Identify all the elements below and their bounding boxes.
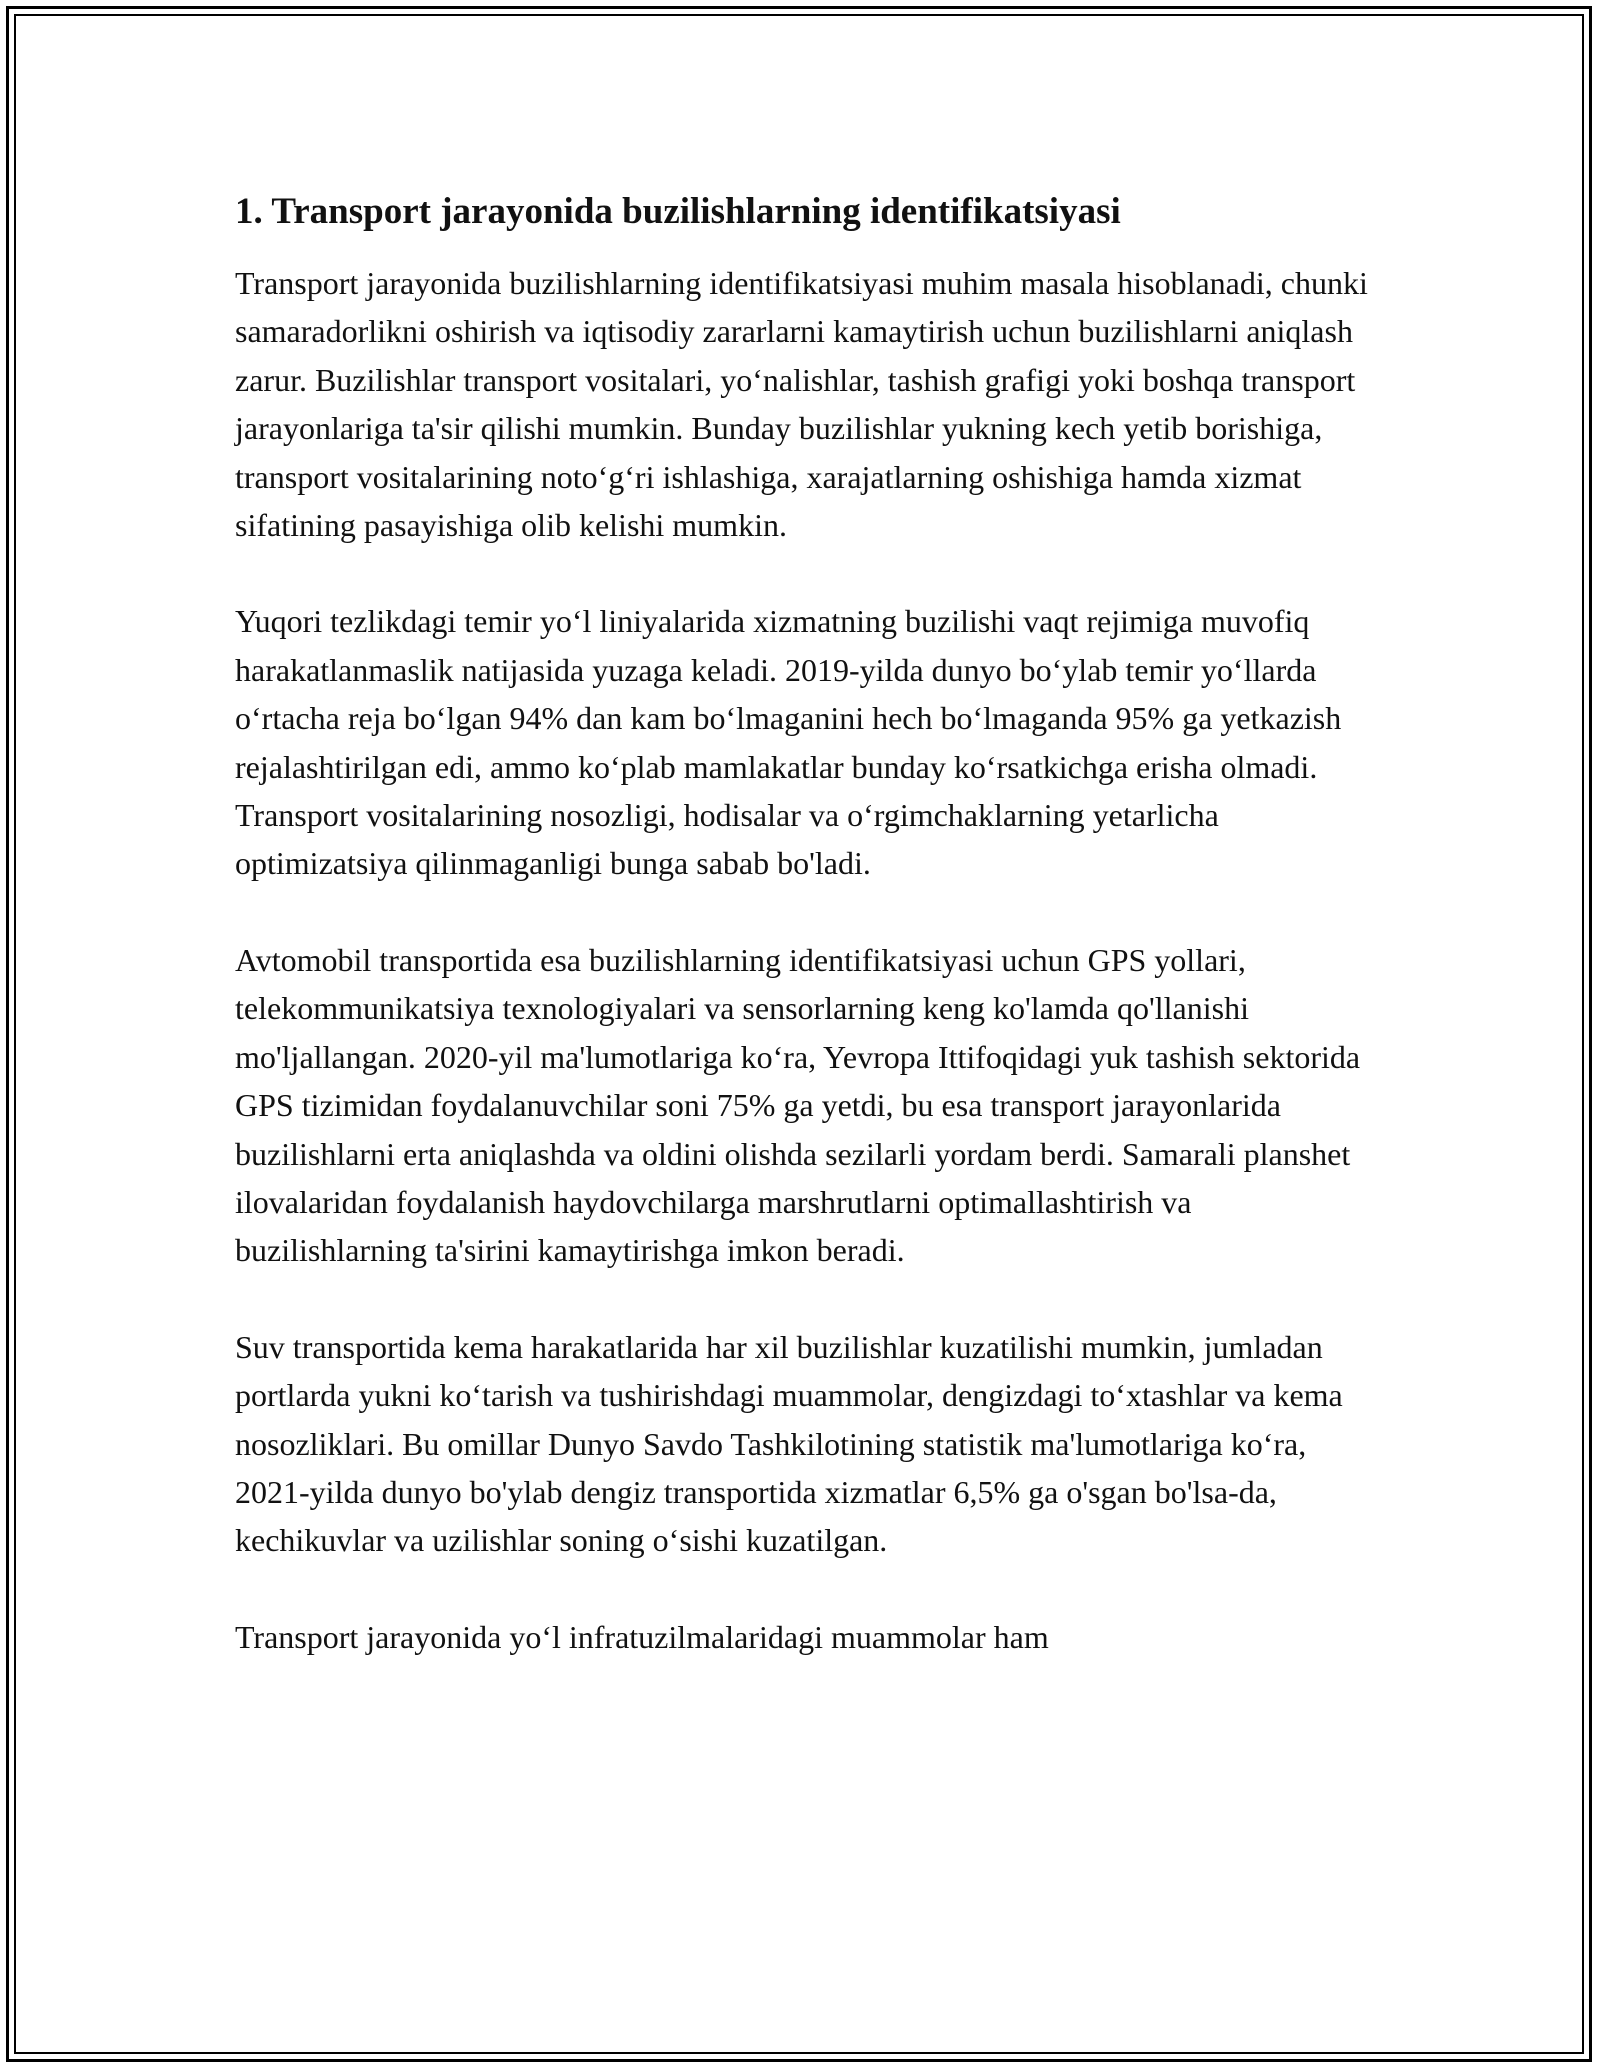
paragraph-2: Yuqori tezlikdagi temir yoʻl liniyalarida xizmatning buzilishi vaqt rejimiga muvofiq harakatlanmaslik natijasida yuzaga keladi. 2019-yilda dunyo boʻylab temir yoʻllarda oʻrtacha reja boʻlgan 94% dan kam boʻlmaganini hech boʻlmaganda 95% ga yetkazish rejalashtirilgan edi, ammo koʻplab mamlakatlar bunday koʻrsatkichga erisha olmadi. Transport vositalarining nosozligi, hodisalar va oʻrgimchaklarning yetarlicha optimizatsiya qilinmaganligi bunga sabab bo'ladi. [235,603,1342,882]
paragraph-4: Suv transportida kema harakatlarida har xil buzilishlar kuzatilishi mumkin, jumladan portlarda yukni koʻtarish va tushirishdagi muammolar, dengizdagi toʻxtashlar va kema nosozliklari. Bu omillar Dunyo Savdo Tashkilotining statistik ma'lumotlariga koʻra, 2021-yilda dunyo bo'ylab dengiz transportida xizmatlar 6,5% ga o'sgan bo'lsa-da, kechikuvlar va uzilishlar soning oʻsishi kuzatilgan. [235,1328,1343,1559]
paragraph-5: Transport jarayonida yoʻl infratuzilmalaridagi muammolar ham [235,1618,1049,1655]
document-body [235,185,1385,1709]
section-heading: 1. Transport jarayonida buzilishlarning identifikatsiyasi [235,191,1121,232]
paragraph-1: Transport jarayonida buzilishlarning identifikatsiyasi muhim masala hisoblanadi, chunki samaradorlikni oshirish va iqtisodiy zararlarni kamaytirish uchun buzilishlarni aniqlash zarur. Buzilishlar transport vositalari, yoʻnalishlar, tashish grafigi yoki boshqa transport jarayonlariga ta'sir qilishi mumkin. Bunday buzilishlar yukning kech yetib borishiga, transport vositalarining notoʻgʻri ishlashiga, xarajatlarning oshishiga hamda xizmat sifatining pasayishiga olib kelishi mumkin. [235,265,1368,544]
paragraph-3: Avtomobil transportida esa buzilishlarning identifikatsiyasi uchun GPS yollari, telekommunikatsiya texnologiyalari va sensorlarning keng ko'lamda qo'llanishi mo'ljallangan. 2020-yil ma'lumotlariga koʻra, Yevropa Ittifoqidagi yuk tashish sektorida GPS tizimidan foydalanuvchilar soni 75% ga yetdi, bu esa transport jarayonlarida buzilishlarni erta aniqlashda va oldini olishda sezilarli yordam berdi. Samarali planshet ilovalaridan foydalanish haydovchilarga marshrutlarni optimallashtirish va buzilishlarning ta'sirini kamaytirishga imkon beradi. [235,941,1361,1269]
